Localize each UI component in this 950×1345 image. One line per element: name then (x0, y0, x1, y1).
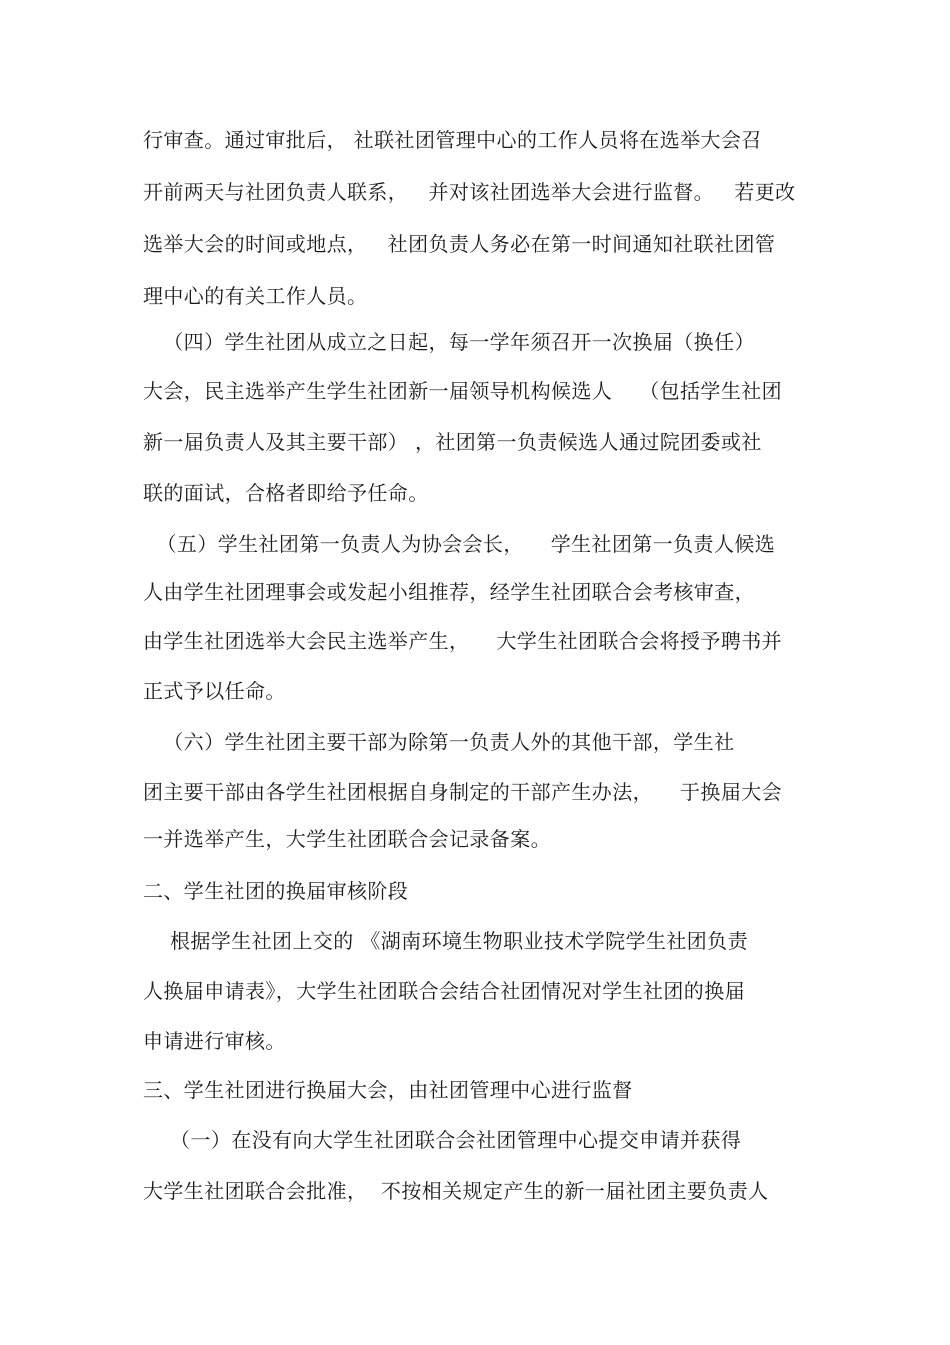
text-line: 行审查。通过审批后， 社联社团管理中心的工作人员将在选举大会召 (143, 128, 762, 152)
text-line: 由学生社团选举大会民主选举产生， 大学生社团联合会将授予聘书并 (143, 629, 783, 653)
text-line: 新一届负责人及其主要干部） ，社团第一负责候选人通过院团委或社 (143, 430, 762, 454)
text-line: 正式予以任命。 (143, 679, 286, 703)
text-line: （一）在没有向大学生社团联合会社团管理中心提交申请并获得 (143, 1128, 742, 1152)
text-line: 申请进行审核。 (143, 1029, 286, 1053)
section-heading: 三、学生社团进行换届大会，由社团管理中心进行监督 (143, 1078, 633, 1102)
text-line: 联的面试，合格者即给予任命。 (143, 481, 429, 505)
text-line: 团主要干部由各学生社团根据自身制定的干部产生办法， 于换届大会 (143, 780, 783, 804)
text-line: 开前两天与社团负责人联系， 并对该社团选举大会进行监督。 若更改 (143, 180, 796, 204)
text-line: （六）学生社团主要干部为除第一负责人外的其他干部，学生社 (143, 730, 735, 754)
text-line: （五）学生社团第一负责人为协会会长， 学生社团第一负责人候选 (143, 532, 776, 556)
text-line: 一并选举产生，大学生社团联合会记录备案。 (143, 827, 551, 851)
text-line: 人由学生社团理事会或发起小组推荐，经学生社团联合会考核审查， (143, 580, 755, 604)
section-heading: 二、学生社团的换届审核阶段 (143, 879, 409, 903)
text-line: 人换届申请表》，大学生社团联合会结合社团情况对学生社团的换届 (143, 979, 745, 1003)
text-line: 选举大会的时间或地点， 社团负责人务必在第一时间通知社联社团管 (143, 232, 776, 256)
text-line: 大学生社团联合会批准， 不按相关规定产生的新一届社团主要负责人 (143, 1179, 769, 1203)
text-line: （四）学生社团从成立之日起，每一学年须召开一次换届（换任） (143, 330, 755, 354)
text-line: 大会，民主选举产生学生社团新一届领导机构候选人 （包括学生社团 (143, 379, 783, 403)
text-line: 理中心的有关工作人员。 (143, 284, 368, 308)
text-line: 根据学生社团上交的 《湖南环境生物职业技术学院学生社团负责 (143, 929, 748, 953)
